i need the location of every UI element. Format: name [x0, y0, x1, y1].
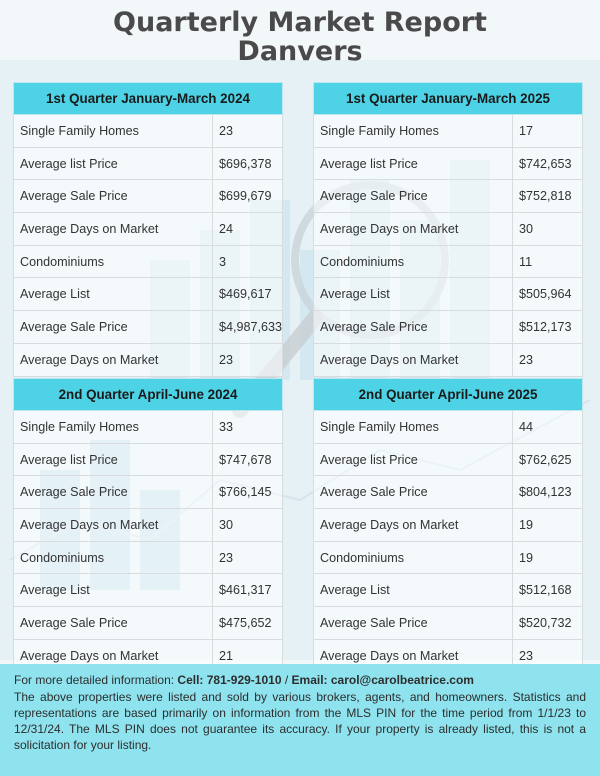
row-value: 21: [212, 640, 283, 672]
row-label: Average Sale Price: [313, 311, 512, 343]
row-value: $512,168: [512, 574, 583, 606]
row-value: 44: [512, 411, 583, 443]
row-value: 11: [512, 246, 583, 278]
row-label: Average Days on Market: [13, 213, 212, 245]
table-row: [313, 509, 583, 542]
row-value: 19: [512, 542, 583, 574]
row-label: Single Family Homes: [13, 411, 212, 443]
table-row: [13, 344, 283, 377]
row-label: Average List: [313, 278, 512, 310]
table-row: [313, 444, 583, 477]
table-row: [313, 148, 583, 181]
table-row: [313, 607, 583, 640]
table-header: 1st Quarter January-March 2024: [13, 82, 283, 115]
table-row: [13, 213, 283, 246]
row-label: Average List: [313, 574, 512, 606]
table-row: [313, 411, 583, 444]
table-row: [313, 246, 583, 279]
contact-line: [14, 672, 586, 688]
footer: [0, 664, 600, 776]
row-label: Condominiums: [13, 246, 212, 278]
row-label: Average Sale Price: [313, 476, 512, 508]
row-label: Average list Price: [13, 148, 212, 180]
row-value: $752,818: [512, 180, 583, 212]
table-row: [313, 311, 583, 344]
email-link[interactable]: Email: carol@carolbeatrice.com: [291, 673, 474, 687]
table-row: [13, 411, 283, 444]
row-value: $699,679: [212, 180, 283, 212]
row-value: 23: [512, 344, 583, 376]
row-value: $475,652: [212, 607, 283, 639]
table-row: [13, 476, 283, 509]
table-row: [13, 148, 283, 181]
row-label: Single Family Homes: [313, 411, 512, 443]
row-label: Average Days on Market: [313, 344, 512, 376]
row-value: 23: [212, 542, 283, 574]
row-label: Average List: [13, 574, 212, 606]
row-value: $520,732: [512, 607, 583, 639]
stats-table-q1-2024: [13, 82, 283, 377]
table-row: [313, 574, 583, 607]
table-row: [13, 180, 283, 213]
table-header: 1st Quarter January-March 2025: [313, 82, 583, 115]
row-value: $804,123: [512, 476, 583, 508]
table-row: [313, 542, 583, 575]
contact-intro: For more detailed information:: [14, 673, 175, 687]
row-value: $469,617: [212, 278, 283, 310]
stats-table-q2-2025: [313, 378, 583, 673]
row-label: Average Days on Market: [313, 509, 512, 541]
row-value: 30: [512, 213, 583, 245]
row-label: Average List: [13, 278, 212, 310]
table-row: [13, 278, 283, 311]
table-row: [313, 476, 583, 509]
row-label: Average list Price: [313, 148, 512, 180]
title-line-2: Danvers: [237, 36, 363, 67]
cell-phone[interactable]: Cell: 781-929-1010: [177, 673, 282, 687]
row-value: 23: [212, 115, 283, 147]
row-value: $461,317: [212, 574, 283, 606]
row-label: Average list Price: [13, 444, 212, 476]
row-value: $742,653: [512, 148, 583, 180]
row-label: Single Family Homes: [313, 115, 512, 147]
table-row: [313, 344, 583, 377]
table-row: [313, 115, 583, 148]
row-label: Condominiums: [13, 542, 212, 574]
row-value: 24: [212, 213, 283, 245]
row-label: Average Sale Price: [13, 607, 212, 639]
table-row: [13, 444, 283, 477]
row-label: Average Days on Market: [313, 640, 512, 672]
table-row: [13, 542, 283, 575]
row-value: 23: [212, 344, 283, 376]
row-value: $4,987,633: [212, 311, 283, 343]
row-label: Average Days on Market: [13, 509, 212, 541]
row-value: 17: [512, 115, 583, 147]
row-label: Average Days on Market: [13, 344, 212, 376]
row-value: $505,964: [512, 278, 583, 310]
row-value: 3: [212, 246, 283, 278]
row-label: Average Sale Price: [13, 476, 212, 508]
row-value: 19: [512, 509, 583, 541]
table-row: [13, 115, 283, 148]
row-value: 23: [512, 640, 583, 672]
table-row: [13, 311, 283, 344]
table-header: 2nd Quarter April-June 2025: [313, 378, 583, 411]
row-label: Average Sale Price: [13, 311, 212, 343]
table-row: [13, 607, 283, 640]
table-row: [313, 213, 583, 246]
row-value: $747,678: [212, 444, 283, 476]
row-value: $696,378: [212, 148, 283, 180]
table-row: [13, 509, 283, 542]
row-label: Average Days on Market: [313, 213, 512, 245]
row-label: Average Sale Price: [313, 180, 512, 212]
stats-table-q1-2025: [313, 82, 583, 377]
row-value: 30: [212, 509, 283, 541]
row-value: $766,145: [212, 476, 283, 508]
table-row: [13, 574, 283, 607]
table-header: 2nd Quarter April-June 2024: [13, 378, 283, 411]
row-label: Average Sale Price: [13, 180, 212, 212]
page-title: [0, 8, 600, 66]
row-value: 33: [212, 411, 283, 443]
row-label: Average Sale Price: [313, 607, 512, 639]
row-value: $762,625: [512, 444, 583, 476]
row-value: $512,173: [512, 311, 583, 343]
title-line-1: Quarterly Market Report: [113, 7, 487, 38]
contact-separator: /: [281, 673, 292, 687]
row-label: Average list Price: [313, 444, 512, 476]
stats-table-q2-2024: [13, 378, 283, 673]
table-row: [13, 246, 283, 279]
row-label: Single Family Homes: [13, 115, 212, 147]
row-label: Condominiums: [313, 542, 512, 574]
table-row: [313, 278, 583, 311]
row-label: Average Days on Market: [13, 640, 212, 672]
disclaimer-text: The above properties were listed and sold by various brokers, agents, and homeowners. Statistics and representations are based primarily on information from the MLS PIN for the time period from 1/1/23 to 12/31/24. The MLS PIN does not guarantee its accuracy. If your property is already listed, this is not a solicitation for your listing.: [14, 690, 586, 752]
table-row: [313, 180, 583, 213]
row-label: Condominiums: [313, 246, 512, 278]
